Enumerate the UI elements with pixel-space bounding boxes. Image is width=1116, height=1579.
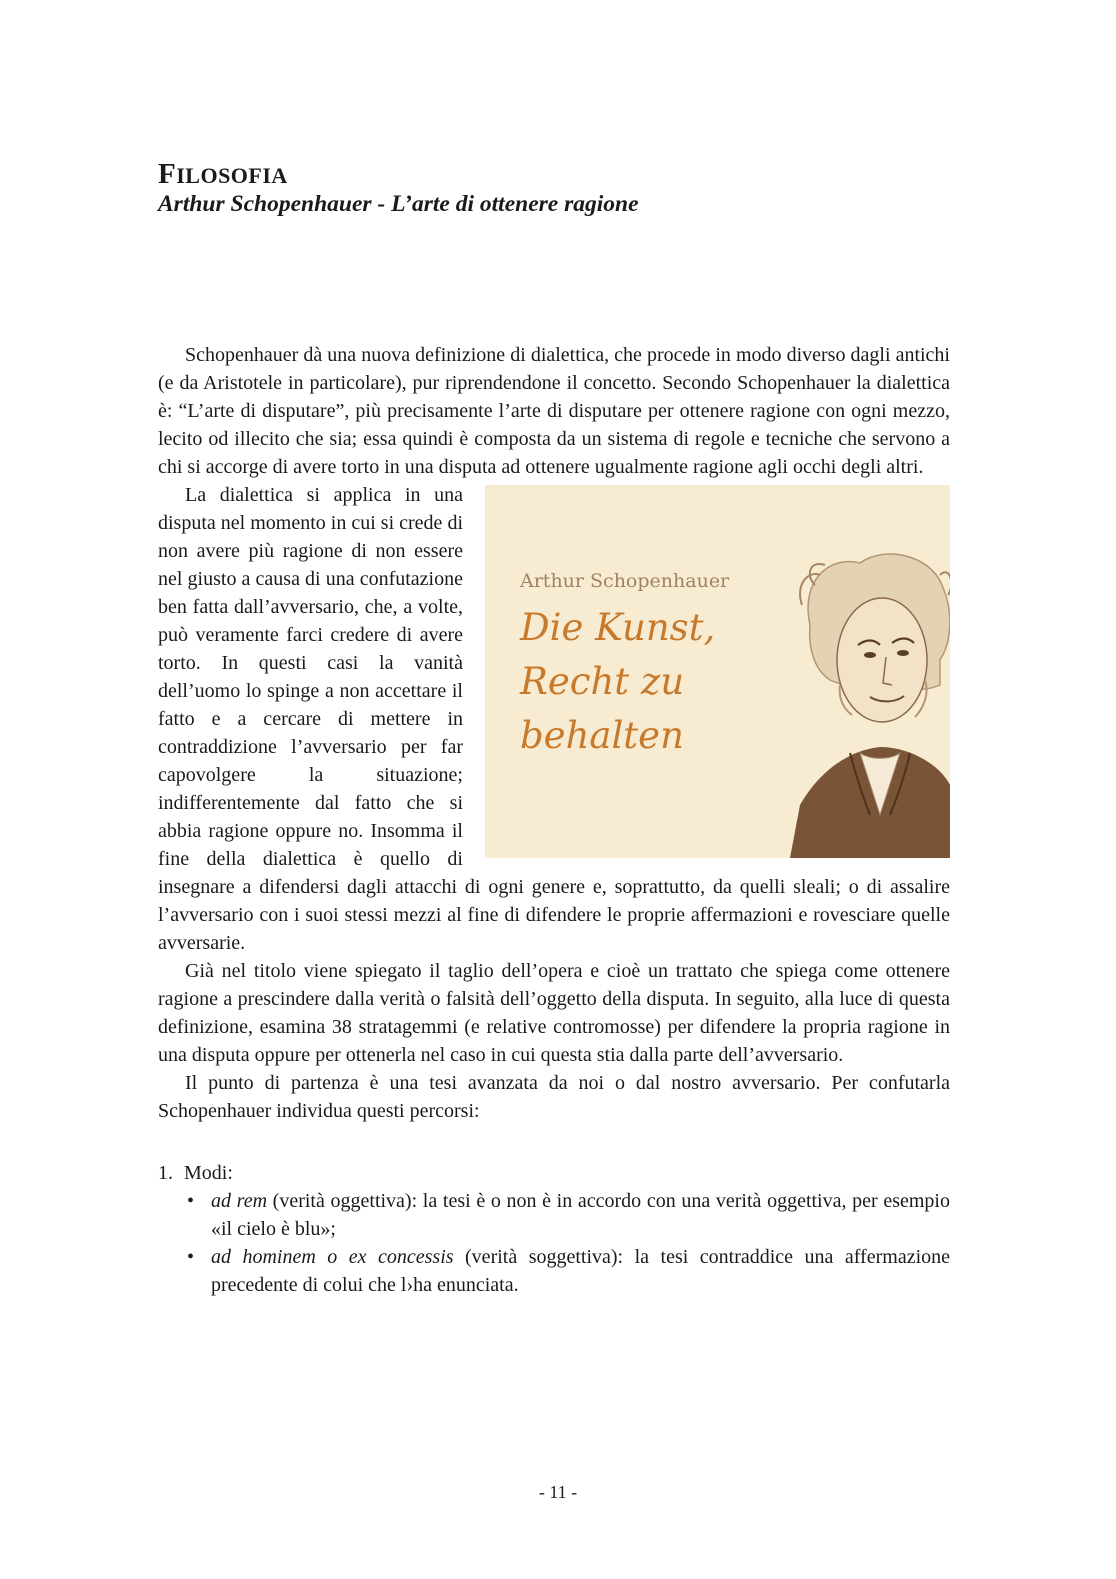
bullet-term: ad rem bbox=[211, 1190, 268, 1212]
page-number: - 11 - bbox=[538, 1482, 578, 1502]
section-title-rest: ILOSOFIA bbox=[176, 163, 288, 188]
list-item-label: Modi: bbox=[184, 1162, 233, 1184]
article-body bbox=[158, 341, 950, 1299]
bullet-list bbox=[158, 1187, 950, 1299]
numbered-list bbox=[158, 1159, 950, 1299]
cover-title-line: behalten bbox=[520, 714, 684, 757]
paragraph-starting-point: Il punto di partenza è una tesi avanzata da noi o dal nostro avversario. Per confutarla Schopenhauer individua questi percorsi: bbox=[158, 1072, 950, 1122]
list-item-number: 1. bbox=[158, 1162, 173, 1184]
bullet-text: (verità oggettiva): la tesi è o non è in accordo con una verità oggettiva, per esempio «il cielo è blu»; bbox=[211, 1190, 950, 1240]
list-item bbox=[158, 1159, 950, 1299]
schopenhauer-portrait-image bbox=[790, 485, 950, 858]
section-title bbox=[158, 158, 288, 191]
article-subtitle: Arthur Schopenhauer - L’arte di ottenere ragione bbox=[158, 191, 639, 217]
bullet-item bbox=[211, 1243, 950, 1299]
paragraph-dialectic: La dialettica si applica in una disputa nel momento in cui si crede di non avere più ragione di non essere nel giusto a causa di una confutazione ben fatta dall’avversario, che, a volte, può veramente farci credere di avere torto. In questi casi la vanità dell’uomo lo spinge a non accettare il fatto e a cercare di mettere in contraddizione l’avversario per far capovolgere la situazione; indifferentemente dal fatto che si abbia ragione oppure no. Insomma il fine della dialettica è quello di insegnare a difendersi dagli attacchi di ogni genere e, soprattutto, da quelli sleali; o di assalire l’avversario con i suoi stessi mezzi al fine di difendere le proprie affermazioni e rovesciare quelle avversarie. bbox=[158, 484, 950, 954]
cover-title bbox=[520, 601, 715, 763]
paragraph-intro: Schopenhauer dà una nuova definizione di dialettica, che procede in modo diverso dagli antichi (e da Aristotele in particolare), pur riprendendone il concetto. Secondo Schopenhauer la dialettica è: “L’arte di disputare”, più precisamente l’arte di disputare per ottenere ragione con ogni mezzo, lecito od illecito che sia; essa quindi è composta da un sistema di regole e tecniche che servono a chi si accorge di avere torto in una disputa ad ottenere ugualmente ragione agli occhi degli altri. bbox=[158, 344, 950, 478]
cover-title-line: Recht zu bbox=[520, 660, 685, 703]
bullet-item bbox=[211, 1187, 950, 1243]
bullet-term: ad hominem o ex concessis bbox=[211, 1246, 454, 1268]
book-cover-figure bbox=[485, 485, 950, 858]
paragraph-title-meaning: Già nel titolo viene spiegato il taglio dell’opera e cioè un trattato che spiega come ottenere ragione a prescindere dalla verità o falsità dell’oggetto della disputa. In seguito, alla luce di questa definizione, esamina 38 stratagemmi (e relative contromosse) per difendere la propria ragione in una disputa oppure per ottenerla nel caso in cui questa stia dalla parte dell’avversario. bbox=[158, 960, 950, 1066]
section-title-initial: F bbox=[158, 158, 177, 190]
bullet-text: (verità soggettiva): la tesi contraddice una affermazione precedente di colui che l›ha enunciata. bbox=[211, 1246, 951, 1296]
cover-title-line: Die Kunst, bbox=[520, 606, 716, 649]
cover-author: Arthur Schopenhauer bbox=[520, 570, 730, 592]
